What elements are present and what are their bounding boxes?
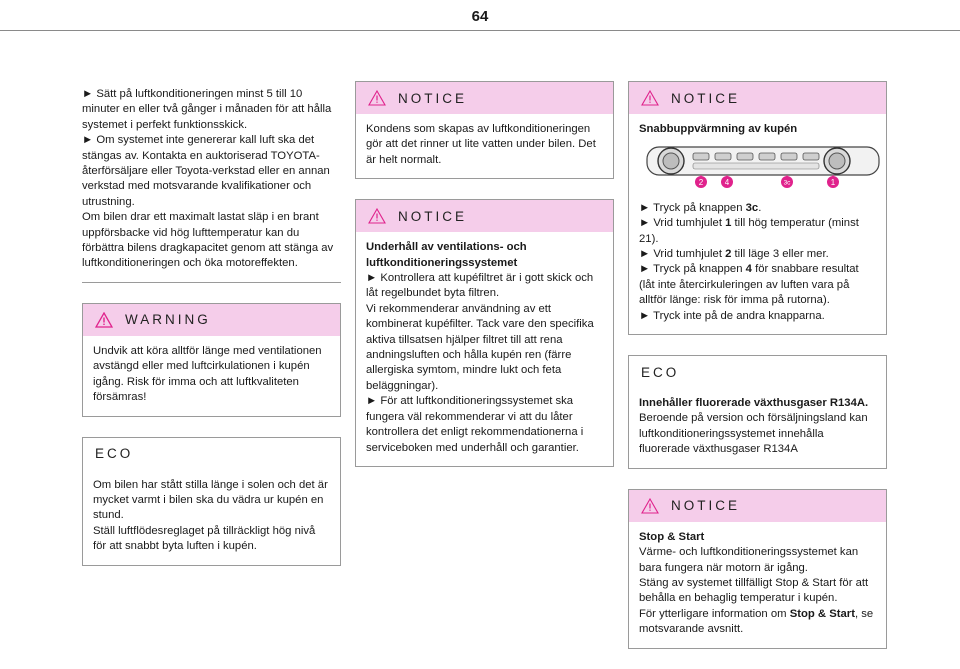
- eco-line-2: Ställ luftflödesreglaget på tillräckligt hög nivå för att snabbt byta luften i kupén.: [93, 524, 316, 553]
- callout-2: [695, 176, 707, 188]
- notice-heading: NOTICE: [671, 498, 741, 514]
- notice-line-3: ► För att luftkonditioneringssystemet ska fungera väl rekommenderar vi att du låter kontrollera det enligt rekommendationerna i serviceboken med underhåll och garantier.: [366, 395, 584, 454]
- notice-box-condensation: [355, 81, 614, 179]
- step-4: ► Tryck på knappen 4 för snabbare resultat (låt inte återcirkuleringen av luften vara på alltför länge: risk för imma på rutorna).: [639, 263, 859, 307]
- svg-text:3c: 3c: [783, 179, 791, 187]
- warning-box: [82, 303, 341, 417]
- notice-box-stop-start: [628, 489, 887, 649]
- notice-header: [629, 82, 886, 114]
- notice-box-maintenance: [355, 199, 614, 467]
- notice-title: [639, 122, 876, 137]
- eco-title: [639, 396, 876, 411]
- eco-title-bold: Innehåller fluorerade växthusgaser R134A.: [639, 397, 869, 410]
- notice-header: [629, 490, 886, 522]
- notice-header: [356, 200, 613, 232]
- eco-header: [83, 438, 340, 470]
- notice-heading: NOTICE: [398, 90, 468, 106]
- svg-text:1: 1: [830, 178, 836, 188]
- svg-text:2: 2: [698, 178, 704, 188]
- intro-text: [82, 81, 341, 283]
- notice-heading: NOTICE: [398, 208, 468, 224]
- notice-box-quick-heating: [628, 81, 887, 335]
- column-2: [355, 81, 614, 487]
- step-5: ► Tryck inte på de andra knapparna.: [639, 309, 825, 322]
- callout-1: [827, 176, 839, 188]
- warning-triangle-icon: [95, 312, 113, 328]
- step-1: ► Tryck på knappen 3c.: [639, 201, 762, 214]
- notice-heading: NOTICE: [671, 90, 741, 106]
- notice-line-1: ► Kontrollera att kupéfiltret är i gott skick och låt regelbundet byta filtren.: [366, 272, 594, 300]
- step-3: ► Vrid tumhjulet 2 till läge 3 eller mer.: [639, 248, 829, 261]
- warning-triangle-icon: [368, 208, 386, 224]
- intro-paragraph-3: Om bilen drar ett maximalt lastat släp i en brant uppförsbacke vid hög lufttemperatur kan du förbättra bilens dragkapacitet genom att stänga av luftkonditioneringen och öka motoreffekten.: [82, 211, 334, 270]
- notice-title-bold: Underhåll av ventilations- och luftkonditioneringssystemet: [366, 241, 527, 269]
- notice-header: [356, 82, 613, 114]
- warning-heading: WARNING: [125, 312, 211, 328]
- eco-header: [629, 356, 886, 388]
- climate-control-panel-illustration: [645, 143, 881, 189]
- notice-line-1: Värme- och luftkonditioneringssystemet kan bara fungera när motorn är igång.: [639, 546, 859, 574]
- notice-line-2: Vi rekommenderar användning av ett kombinerat kupéfilter. Tack vare den specifika aktiva tillsatsen hjälper filtret till att rena andningsluften och hålla kupén ren (färre allergiska symtom, mindre lukt och feta beläggningar).: [366, 302, 594, 392]
- notice-title-bold: Snabbuppvärmning av kupén: [639, 123, 798, 135]
- intro-paragraph-1: ► Sätt på luftkonditioneringen minst 5 till 10 minuter en eller två gånger i månaden för att hålla systemet i perfekt funktionsskick.: [82, 88, 332, 131]
- eco-text: Beroende på version och försäljningsland kan luftkonditioneringssystemet innehålla fluorerade växthusgaser R134A: [639, 412, 868, 456]
- warning-triangle-icon: [641, 498, 659, 514]
- intro-paragraph-2: ► Om systemet inte genererar kall luft ska det stängas av. Kontakta en auktoriserad TOYOTA-återförsäljare eller Toyota-verkstad eller en annan verkstad med motsvarande kvalifikationer och utrustning.: [82, 134, 330, 208]
- eco-box: [82, 437, 341, 566]
- eco-line-1: Om bilen har stått stilla länge i solen och det är mycket varmt i bilen ska du vädra ur kupén en stund.: [93, 478, 328, 522]
- notice-text: Kondens som skapas av luftkonditioneringen gör att det rinner ut lite vatten under bilen. Det är helt normalt.: [366, 123, 596, 166]
- eco-heading: ECO: [641, 364, 680, 380]
- warning-triangle-icon: [641, 90, 659, 106]
- callout-3c: [781, 176, 793, 188]
- warning-header: [83, 304, 340, 336]
- step-2: ► Vrid tumhjulet 1 till hög temperatur (minst 21).: [639, 217, 859, 245]
- notice-line-3: För ytterligare information om Stop & Start, se motsvarande avsnitt.: [639, 607, 874, 636]
- page-number: 64: [471, 8, 489, 25]
- notice-title: [366, 240, 603, 271]
- svg-text:4: 4: [724, 178, 730, 188]
- column-1: [82, 81, 341, 586]
- eco-box-r134a: [628, 355, 887, 469]
- notice-title: [639, 530, 876, 545]
- notice-line-2: Stäng av systemet tillfälligt Stop & Start för att behålla en behaglig temperatur i kupén.: [639, 576, 869, 605]
- top-divider: [0, 30, 960, 31]
- notice-title-bold: Stop & Start: [639, 530, 705, 543]
- eco-heading: ECO: [95, 446, 134, 461]
- callout-4: [721, 176, 733, 188]
- warning-text: Undvik att köra alltför länge med ventilationen avstängd eller med luftcirkulationen i kupén igång. Risk för imma och att luftkvaliteten försämras!: [93, 344, 322, 404]
- warning-triangle-icon: [368, 90, 386, 106]
- column-3: [628, 81, 887, 669]
